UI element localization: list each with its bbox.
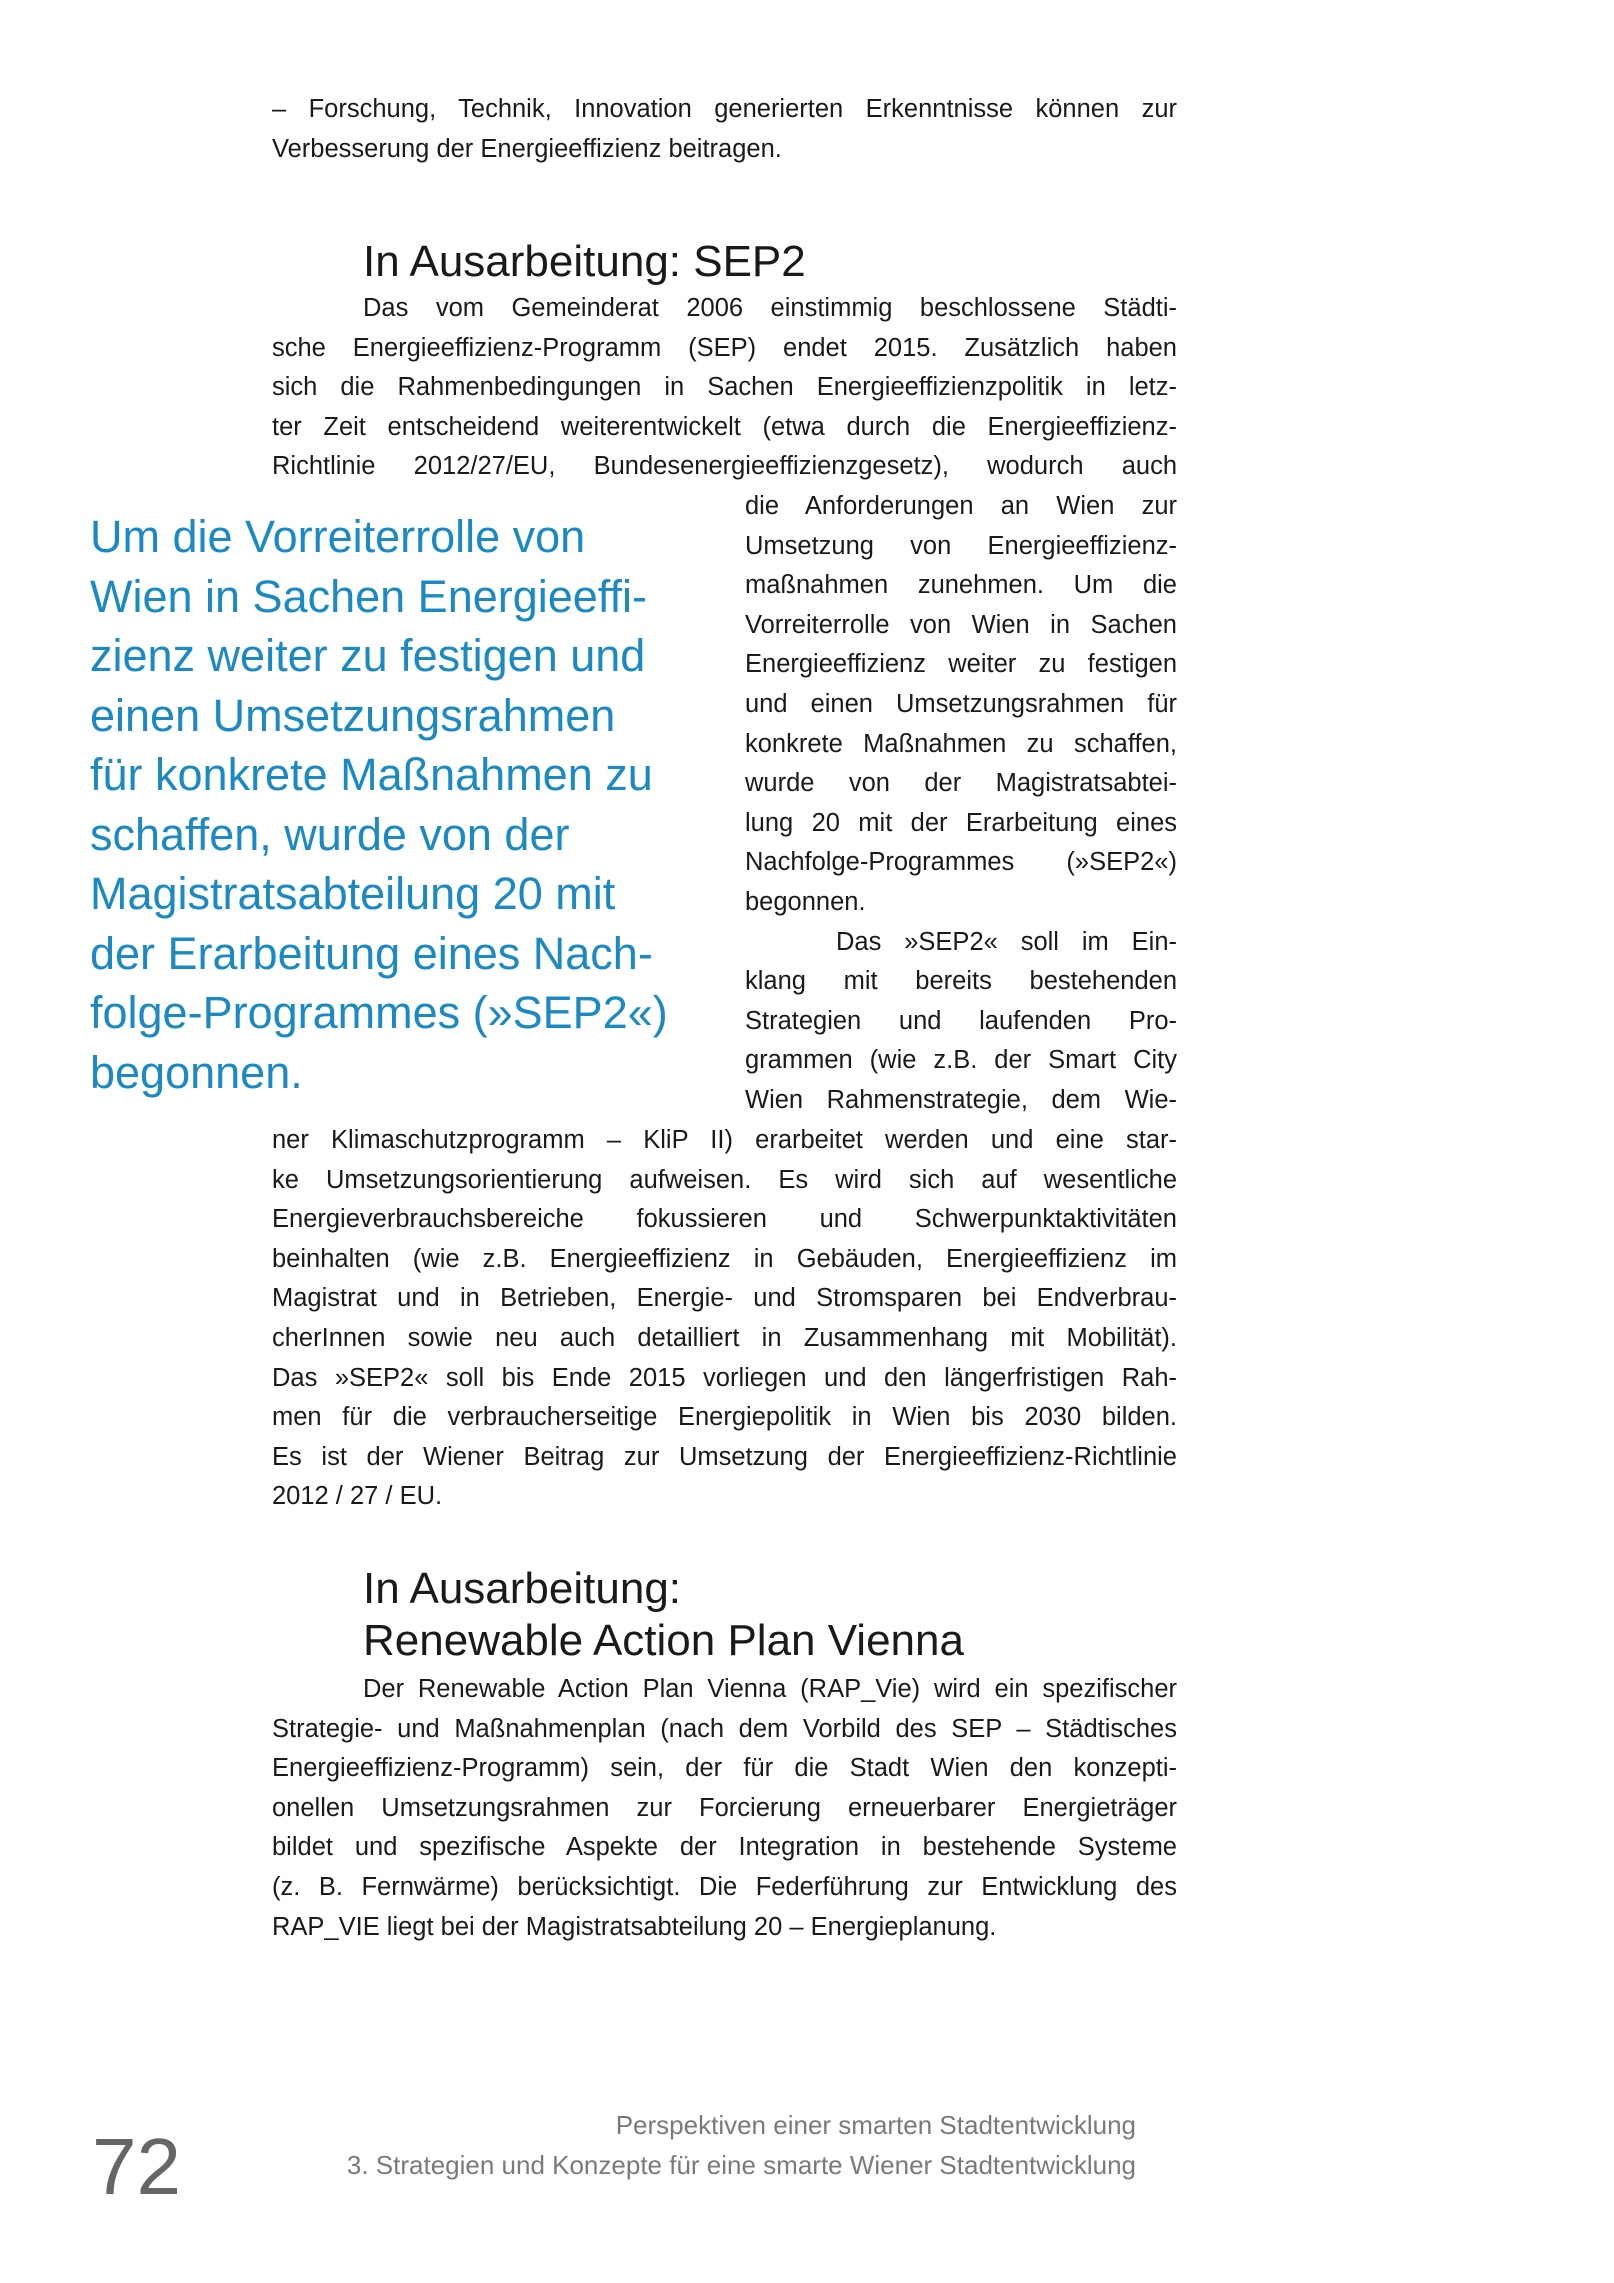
body-line: begonnen.	[745, 887, 866, 916]
body-line: die Anforderungen an Wien zur	[745, 492, 1177, 520]
pull-quote-line: einen Umsetzungsrahmen	[90, 689, 616, 741]
body-line: RAP_VIE liegt bei der Magistratsabteilung 20 – Energieplanung.	[272, 1912, 997, 1941]
body-line: Es ist der Wiener Beitrag zur Umsetzung der Energieeffizienz-Richtlinie	[272, 1442, 1177, 1471]
body-line: sche Energieeffizienz-Programm (SEP) endet 2015. Zusätzlich haben	[272, 333, 1177, 362]
body-line: Umsetzung von Energieeffizienz-	[745, 531, 1177, 560]
body-line: 2012 / 27 / EU.	[272, 1482, 443, 1511]
pull-quote-line: Um die Vorreiterrolle von	[90, 511, 586, 562]
body-line: ter Zeit entscheidend weiterentwickelt (etwa durch die Energieeffizienz-	[272, 412, 1177, 441]
section-heading-sep2: In Ausarbeitung: SEP2	[363, 237, 806, 286]
pull-quote-line: Magistratsabteilung 20 mit	[90, 868, 616, 919]
intro-line: – Forschung, Technik, Innovation generierten Erkenntnisse können zur	[272, 95, 1177, 123]
body-line: Das »SEP2« soll bis Ende 2015 vorliegen und den längerfristigen Rah-	[272, 1363, 1177, 1392]
body-line: und einen Umsetzungsrahmen für	[745, 689, 1177, 718]
body-line: Strategien und laufenden Pro-	[745, 1006, 1177, 1035]
body-line: grammen (wie z.B. der Smart City	[745, 1046, 1177, 1075]
pull-quote-line: schaffen, wurde von der	[90, 808, 570, 860]
pull-quote-line: begonnen.	[90, 1046, 303, 1098]
pull-quote-line: zienz weiter zu festigen und	[90, 630, 646, 681]
running-footer-chapter: 3. Strategien und Konzepte für eine smarte Wiener Stadtentwicklung	[346, 2150, 1136, 2180]
body-line: sich die Rahmenbedingungen in Sachen Energieeffizienzpolitik in letz-	[272, 373, 1177, 402]
body-line: Strategie- und Maßnahmenplan (nach dem Vorbild des SEP – Städtisches	[272, 1714, 1177, 1743]
body-line: beinhalten (wie z.B. Energieeffizienz in Gebäuden, Energieeffizienz im	[272, 1244, 1177, 1273]
body-line: konkrete Maßnahmen zu schaffen,	[745, 729, 1177, 758]
body-line: Energieeffizienz weiter zu festigen	[745, 650, 1177, 679]
body-line: Nachfolge-Programmes (»SEP2«)	[745, 848, 1177, 877]
rap-vie-paragraph	[272, 1670, 1177, 1947]
sep2-paragraph-top	[272, 289, 1177, 487]
body-line: (z. B. Fernwärme) berücksichtigt. Die Federführung zur Entwicklung des	[272, 1872, 1177, 1901]
section-heading-rap-vie	[363, 1563, 964, 1667]
body-line: Der Renewable Action Plan Vienna (RAP_Vie) wird ein spezifischer	[363, 1675, 1177, 1703]
body-line: Energieverbrauchsbereiche fokussieren und Schwerpunktaktivitäten	[272, 1205, 1177, 1234]
body-line: Das »SEP2« soll im Ein-	[836, 927, 1177, 956]
pull-quote-line: folge-Programmes (»SEP2«)	[90, 987, 668, 1038]
body-line: Das vom Gemeinderat 2006 einstimmig beschlossene Städti-	[363, 294, 1177, 322]
body-line: bildet und spezifische Aspekte der Integration in bestehende Systeme	[272, 1833, 1177, 1862]
sep2-paragraph-bottom	[272, 1121, 1177, 1517]
body-line: Richtlinie 2012/27/EU, Bundesenergieeffizienzgesetz), wodurch auch	[272, 452, 1177, 481]
intro-line: Verbesserung der Energieeffizienz beitragen.	[272, 134, 782, 163]
running-footer-title: Perspektiven einer smarten Stadtentwicklung	[615, 2110, 1136, 2140]
body-line: Energieeffizienz-Programm) sein, der für die Stadt Wien den konzepti-	[272, 1754, 1177, 1783]
pull-quote-line: der Erarbeitung eines Nach-	[90, 927, 653, 979]
sep2-paragraph-narrow	[745, 487, 1177, 1121]
body-line: Vorreiterrolle von Wien in Sachen	[745, 610, 1177, 639]
body-line: wurde von der Magistratsabtei-	[745, 769, 1177, 798]
heading-line: Renewable Action Plan Vienna	[363, 1616, 964, 1665]
body-line: lung 20 mit der Erarbeitung eines	[745, 808, 1177, 837]
pull-quote-line: Wien in Sachen Energieeffi-	[90, 570, 647, 622]
body-line: men für die verbraucherseitige Energiepolitik in Wien bis 2030 bilden.	[272, 1403, 1177, 1432]
body-line: klang mit bereits bestehenden	[745, 967, 1177, 996]
body-line: onellen Umsetzungsrahmen zur Forcierung erneuerbarer Energieträger	[272, 1793, 1177, 1822]
body-line: ke Umsetzungsorientierung aufweisen. Es wird sich auf wesentliche	[272, 1165, 1177, 1194]
body-line: maßnahmen zunehmen. Um die	[745, 571, 1177, 600]
heading-line: In Ausarbeitung:	[363, 1564, 682, 1613]
body-line: Magistrat und in Betrieben, Energie- und Stromsparen bei Endverbrau-	[272, 1284, 1177, 1313]
pull-quote	[90, 507, 710, 1102]
pull-quote-line: für konkrete Maßnahmen zu	[90, 749, 653, 800]
page-number: 72	[92, 2122, 181, 2211]
intro-paragraph	[272, 90, 1177, 169]
body-line: Wien Rahmenstrategie, dem Wie-	[745, 1085, 1177, 1114]
body-line: ner Klimaschutzprogramm – KliP II) erarbeitet werden und eine star-	[272, 1126, 1177, 1154]
body-line: cherInnen sowie neu auch detailliert in Zusammenhang mit Mobilität).	[272, 1323, 1177, 1352]
